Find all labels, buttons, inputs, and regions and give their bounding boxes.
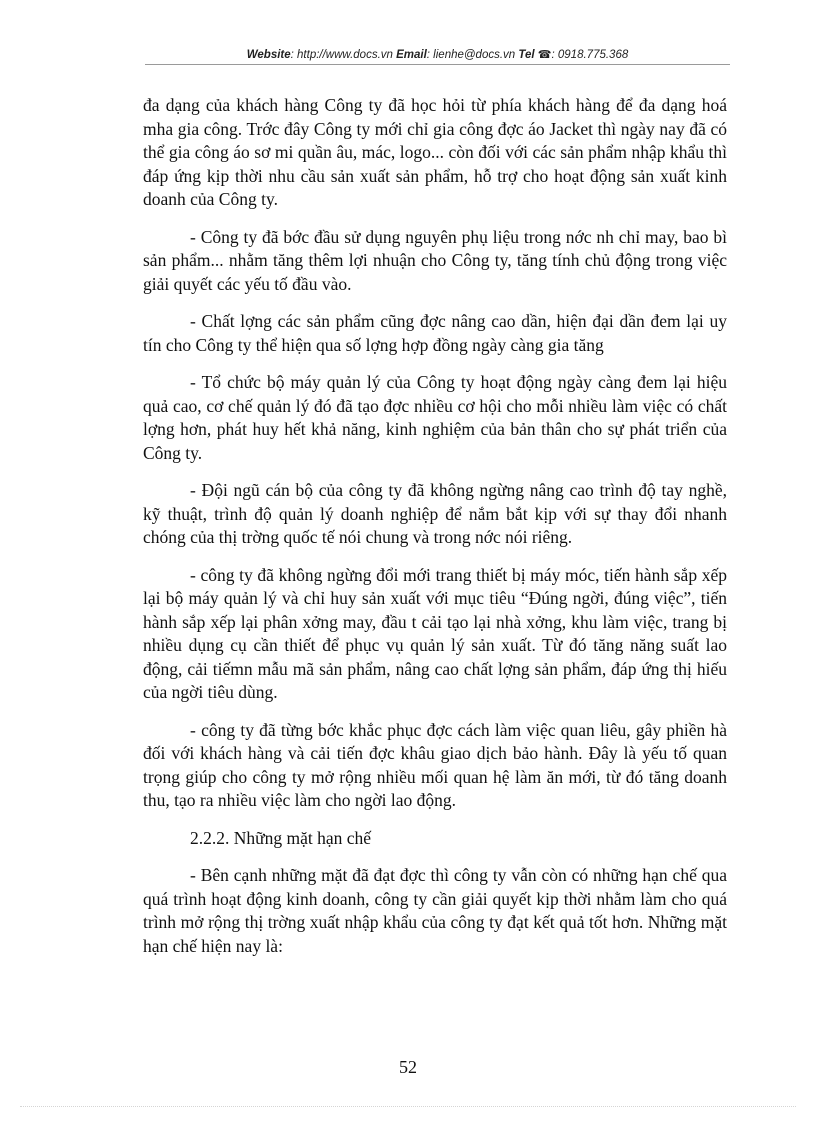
page-number: 52 [399,1057,417,1077]
tel-label: Tel [518,49,535,61]
tel-value: : 0918.775.368 [551,49,629,61]
website-value: : http://www.docs.vn [290,49,393,61]
paragraph-8: - Bên cạnh những mặt đã đạt đợc thì công ty vẫn còn có những hạn chế qua quá trình hoạt động kinh doanh, công ty cần giải quyết kịp thời nhằm làm cho quá trình mở rộng thị trờng xuất nhập khẩu của công ty đạt kết quả tốt hơn. Những mặt hạn chế hiện nay là: [143,865,727,956]
email-label: Email [396,49,427,61]
phone-icon: ☎ [537,49,552,61]
website-label: Website [246,49,291,61]
paragraph-2: - Công ty đã bớc đầu sử dụng nguyên phụ liệu trong nớc nh chỉ may, bao bì sản phẩm... nhằm tăng thêm lợi nhuận cho Công ty, tăng tính chủ động trong việc giải quyết các yếu tố đầu vào. [143,226,727,294]
paragraph-7: - công ty đã từng bớc khắc phục đợc cách làm việc quan liêu, gây phiền hà đối với khách hàng và cải tiến đợc khâu giao dịch bảo hành. Đây là yếu tố quan trọng giúp cho công ty mở rộng nhiều mối quan hệ làm ăn mới, từ đó tăng doanh thu, tạo ra nhiều việc làm cho ngời lao động. [143,719,727,810]
paragraph-3: - Chất lợng các sản phẩm cũng đợc nâng cao dần, hiện đại dần đem lại uy tín cho Công ty thể hiện qua số lợng hợp đồng ngày càng gia tăng [143,311,727,355]
section-heading: 2.2.2. Những mặt hạn chế [190,827,372,848]
paragraph-1: đa dạng của khách hàng Công ty đã học hỏi từ phía khách hàng để đa dạng hoá mha gia công. Trớc đây Công ty mới chỉ gia công đợc áo Jacket thì ngày nay đã có thể gia công áo sơ mi quần âu, mác, logo... còn đối với các sản phẩm nhập khẩu thì đáp ứng kịp thời nhu cầu sản xuất sản phẩm, hỗ trợ cho hoạt động sản xuất kinh doanh của Công ty. [143,95,727,209]
paragraph-5: - Đội ngũ cán bộ của công ty đã không ngừng nâng cao trình độ tay nghề, kỹ thuật, trình độ quản lý doanh nghiệp để nắm bắt kịp với sự thay đổi nhanh chóng của thị trờng quốc tế nói chung và trong nớc nói riêng. [143,480,727,547]
header-divider [145,64,730,65]
paragraph-4: - Tổ chức bộ máy quản lý của Công ty hoạt động ngày càng đem lại hiệu quả cao, cơ chế quản lý đó đã tạo đợc nhiều cơ hội cho mỗi nhiều làm việc có chất lợng hơn, phát huy hết khả năng, kinh nghiệm của bản thân cho sự phát triển của Công ty. [143,372,727,463]
email-value: : lienhe@docs.vn [426,49,516,61]
paragraph-6: - công ty đã không ngừng đổi mới trang thiết bị máy móc, tiến hành sắp xếp lại bộ máy quản lý và chỉ huy sản xuất với mục tiêu “Đúng ngời, đúng việc”, tiến hành sắp xếp lại phân xởng may, đầu t cải tạo lại nhà xởng, khu làm việc, trang bị nhiều dụng cụ cần thiết để phục vụ quản lý sản xuất. Từ đó tăng năng suất lao động, cải tiếmn mẫu mã sản phẩm, nâng cao chất lợng sản phẩm, đáp ứng thị hiếu của ngời tiêu dùng. [143,564,727,702]
page-header [145,48,730,61]
document-body [143,94,727,972]
footer-divider [20,1106,796,1107]
